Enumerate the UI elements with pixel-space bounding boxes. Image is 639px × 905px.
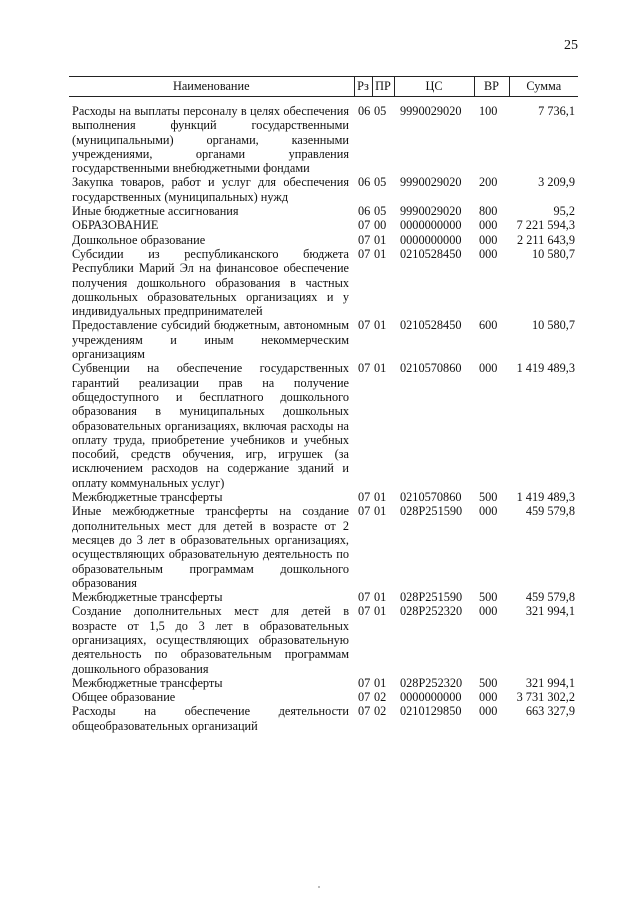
cell-cs: 0210570860 xyxy=(400,490,462,505)
cell-vr: 000 xyxy=(479,704,498,719)
cell-pr: 05 xyxy=(374,175,387,190)
cell-cs: 028P251590 xyxy=(400,590,463,605)
cell-cs: 0000000000 xyxy=(400,232,462,247)
cell-cs: 0210570860 xyxy=(400,361,462,376)
cell-rz: 06 xyxy=(358,204,371,219)
table-row xyxy=(69,97,578,176)
cell-vr: 800 xyxy=(479,204,498,219)
cell-rz: 07 xyxy=(358,232,371,247)
table-row xyxy=(69,490,578,504)
column-header-sum: Сумма xyxy=(509,77,578,97)
cell-name: Субсидии из республиканского бюджета Республики Марий Эл на финансовое обеспечение получения дошкольного образования в частных дошкольных образовательных организациях и у индивидуальных предпринимателей xyxy=(72,246,349,319)
cell-pr: 01 xyxy=(374,504,387,519)
cell-rz: 07 xyxy=(358,490,371,505)
column-header-rz: Рз xyxy=(354,77,372,97)
table-row xyxy=(69,361,578,490)
cell-pr: 01 xyxy=(374,675,387,690)
cell-pr: 01 xyxy=(374,246,387,261)
cell-pr: 02 xyxy=(374,690,387,705)
cell-sum: 663 327,9 xyxy=(525,704,575,719)
cell-name: Общее образование xyxy=(72,690,176,705)
table-row xyxy=(69,175,578,204)
cell-cs: 0210528450 xyxy=(400,318,462,333)
cell-sum: 95,2 xyxy=(553,204,575,219)
cell-vr: 500 xyxy=(479,490,498,505)
cell-cs: 0210528450 xyxy=(400,246,462,261)
cell-cs: 0210129850 xyxy=(400,704,462,719)
cell-sum: 459 579,8 xyxy=(525,590,575,605)
cell-sum: 7 221 594,3 xyxy=(516,218,575,233)
table-row xyxy=(69,690,578,704)
cell-rz: 06 xyxy=(358,175,371,190)
cell-vr: 000 xyxy=(479,218,498,233)
cell-vr: 500 xyxy=(479,675,498,690)
cell-pr: 01 xyxy=(374,490,387,505)
cell-sum: 7 736,1 xyxy=(538,104,575,118)
cell-pr: 01 xyxy=(374,361,387,376)
cell-name: Межбюджетные трансферты xyxy=(72,490,223,505)
cell-vr: 000 xyxy=(479,232,498,247)
cell-vr: 100 xyxy=(479,104,498,118)
cell-cs: 0000000000 xyxy=(400,218,462,233)
cell-name: Расходы на обеспечение деятельности общеобразовательных организаций xyxy=(72,704,349,733)
cell-rz: 07 xyxy=(358,704,371,719)
cell-cs: 028P251590 xyxy=(400,504,463,519)
cell-name: Закупка товаров, работ и услуг для обеспечения государственных (муниципальных) нужд xyxy=(72,175,349,204)
table-body xyxy=(69,97,578,734)
cell-sum: 1 419 489,3 xyxy=(516,361,575,376)
cell-name: Создание дополнительных мест для детей в возрасте от 1,5 до 3 лет в образовательных организациях, осуществляющих образовательную деятельность по образовательным программам дошкольного образования xyxy=(72,604,349,676)
cell-sum: 321 994,1 xyxy=(525,675,575,690)
cell-vr: 000 xyxy=(479,246,498,261)
cell-cs: 9990029020 xyxy=(400,104,462,118)
cell-pr: 02 xyxy=(374,704,387,719)
cell-cs: 9990029020 xyxy=(400,175,462,190)
cell-name: Дошкольное образование xyxy=(72,232,206,247)
cell-rz: 07 xyxy=(358,361,371,376)
cell-rz: 07 xyxy=(358,690,371,705)
page-number: 25 xyxy=(564,38,578,53)
cell-sum: 10 580,7 xyxy=(531,318,575,333)
cell-vr: 200 xyxy=(479,175,498,190)
cell-cs: 028P252320 xyxy=(400,604,463,619)
cell-rz: 07 xyxy=(358,318,371,333)
cell-pr: 01 xyxy=(374,604,387,619)
cell-name: Субвенции на обеспечение государственных гарантий реализации прав на получение общедоступного и бесплатного дошкольного образования в муниципальных дошкольных образовательных организациях, включая расходы на оплату труда, приобретение учебников и учебных пособий, средств обучения, игр, игрушек (за исключением расходов на содержание зданий и оплату коммунальных услуг) xyxy=(72,361,349,490)
cell-vr: 000 xyxy=(479,604,498,619)
cell-name: Иные бюджетные ассигнования xyxy=(72,204,239,219)
table-row xyxy=(69,504,578,590)
cell-pr: 01 xyxy=(374,318,387,333)
cell-sum: 321 994,1 xyxy=(525,604,575,619)
scan-dot xyxy=(318,886,320,888)
column-header-vr: ВР xyxy=(474,77,509,97)
column-header-name: Наименование xyxy=(69,77,354,97)
cell-pr: 05 xyxy=(374,204,387,219)
cell-pr: 01 xyxy=(374,590,387,605)
cell-cs: 028P252320 xyxy=(400,675,463,690)
cell-sum: 2 211 643,9 xyxy=(517,232,575,247)
table-header-row xyxy=(69,77,578,97)
table-row xyxy=(69,247,578,318)
cell-vr: 600 xyxy=(479,318,498,333)
table-row xyxy=(69,676,578,690)
cell-vr: 000 xyxy=(479,504,498,519)
cell-cs: 0000000000 xyxy=(400,690,462,705)
cell-name: Предоставление субсидий бюджетным, автономным учреждениям и иным некоммерческим организациям xyxy=(72,318,349,362)
cell-name: Иные межбюджетные трансферты на создание дополнительных мест для детей в возрасте от 2 месяцев до 3 лет в образовательных организациях, осуществляющих образовательную деятельность по образовательным программам дошкольного образования xyxy=(72,504,349,590)
cell-name: Межбюджетные трансферты xyxy=(72,675,223,690)
cell-vr: 500 xyxy=(479,590,498,605)
cell-name: Расходы на выплаты персоналу в целях обеспечения выполнения функций государственными (муниципальными) органами, казенными учреждениями, органами управления государственными внебюджетными фондами xyxy=(72,104,349,176)
cell-name: Межбюджетные трансферты xyxy=(72,590,223,605)
column-header-pr: ПР xyxy=(372,77,394,97)
cell-pr: 01 xyxy=(374,232,387,247)
cell-sum: 3 209,9 xyxy=(538,175,575,190)
cell-rz: 06 xyxy=(358,104,371,118)
cell-rz: 07 xyxy=(358,675,371,690)
cell-sum: 3 731 302,2 xyxy=(516,690,575,705)
cell-name: ОБРАЗОВАНИЕ xyxy=(72,218,159,233)
column-header-cs: ЦС xyxy=(394,77,474,97)
budget-table xyxy=(69,76,578,733)
cell-rz: 07 xyxy=(358,590,371,605)
cell-vr: 000 xyxy=(479,361,498,376)
table-row xyxy=(69,590,578,604)
cell-sum: 10 580,7 xyxy=(531,246,575,261)
cell-rz: 07 xyxy=(358,246,371,261)
table-row xyxy=(69,318,578,361)
cell-pr: 00 xyxy=(374,218,387,233)
table-row xyxy=(69,233,578,247)
cell-vr: 000 xyxy=(479,690,498,705)
cell-sum: 459 579,8 xyxy=(525,504,575,519)
table-row xyxy=(69,204,578,218)
cell-pr: 05 xyxy=(374,104,387,118)
table-row xyxy=(69,704,578,733)
cell-rz: 07 xyxy=(358,604,371,619)
cell-rz: 07 xyxy=(358,218,371,233)
cell-sum: 1 419 489,3 xyxy=(516,490,575,505)
table-row xyxy=(69,218,578,232)
table-row xyxy=(69,604,578,675)
cell-rz: 07 xyxy=(358,504,371,519)
cell-cs: 9990029020 xyxy=(400,204,462,219)
